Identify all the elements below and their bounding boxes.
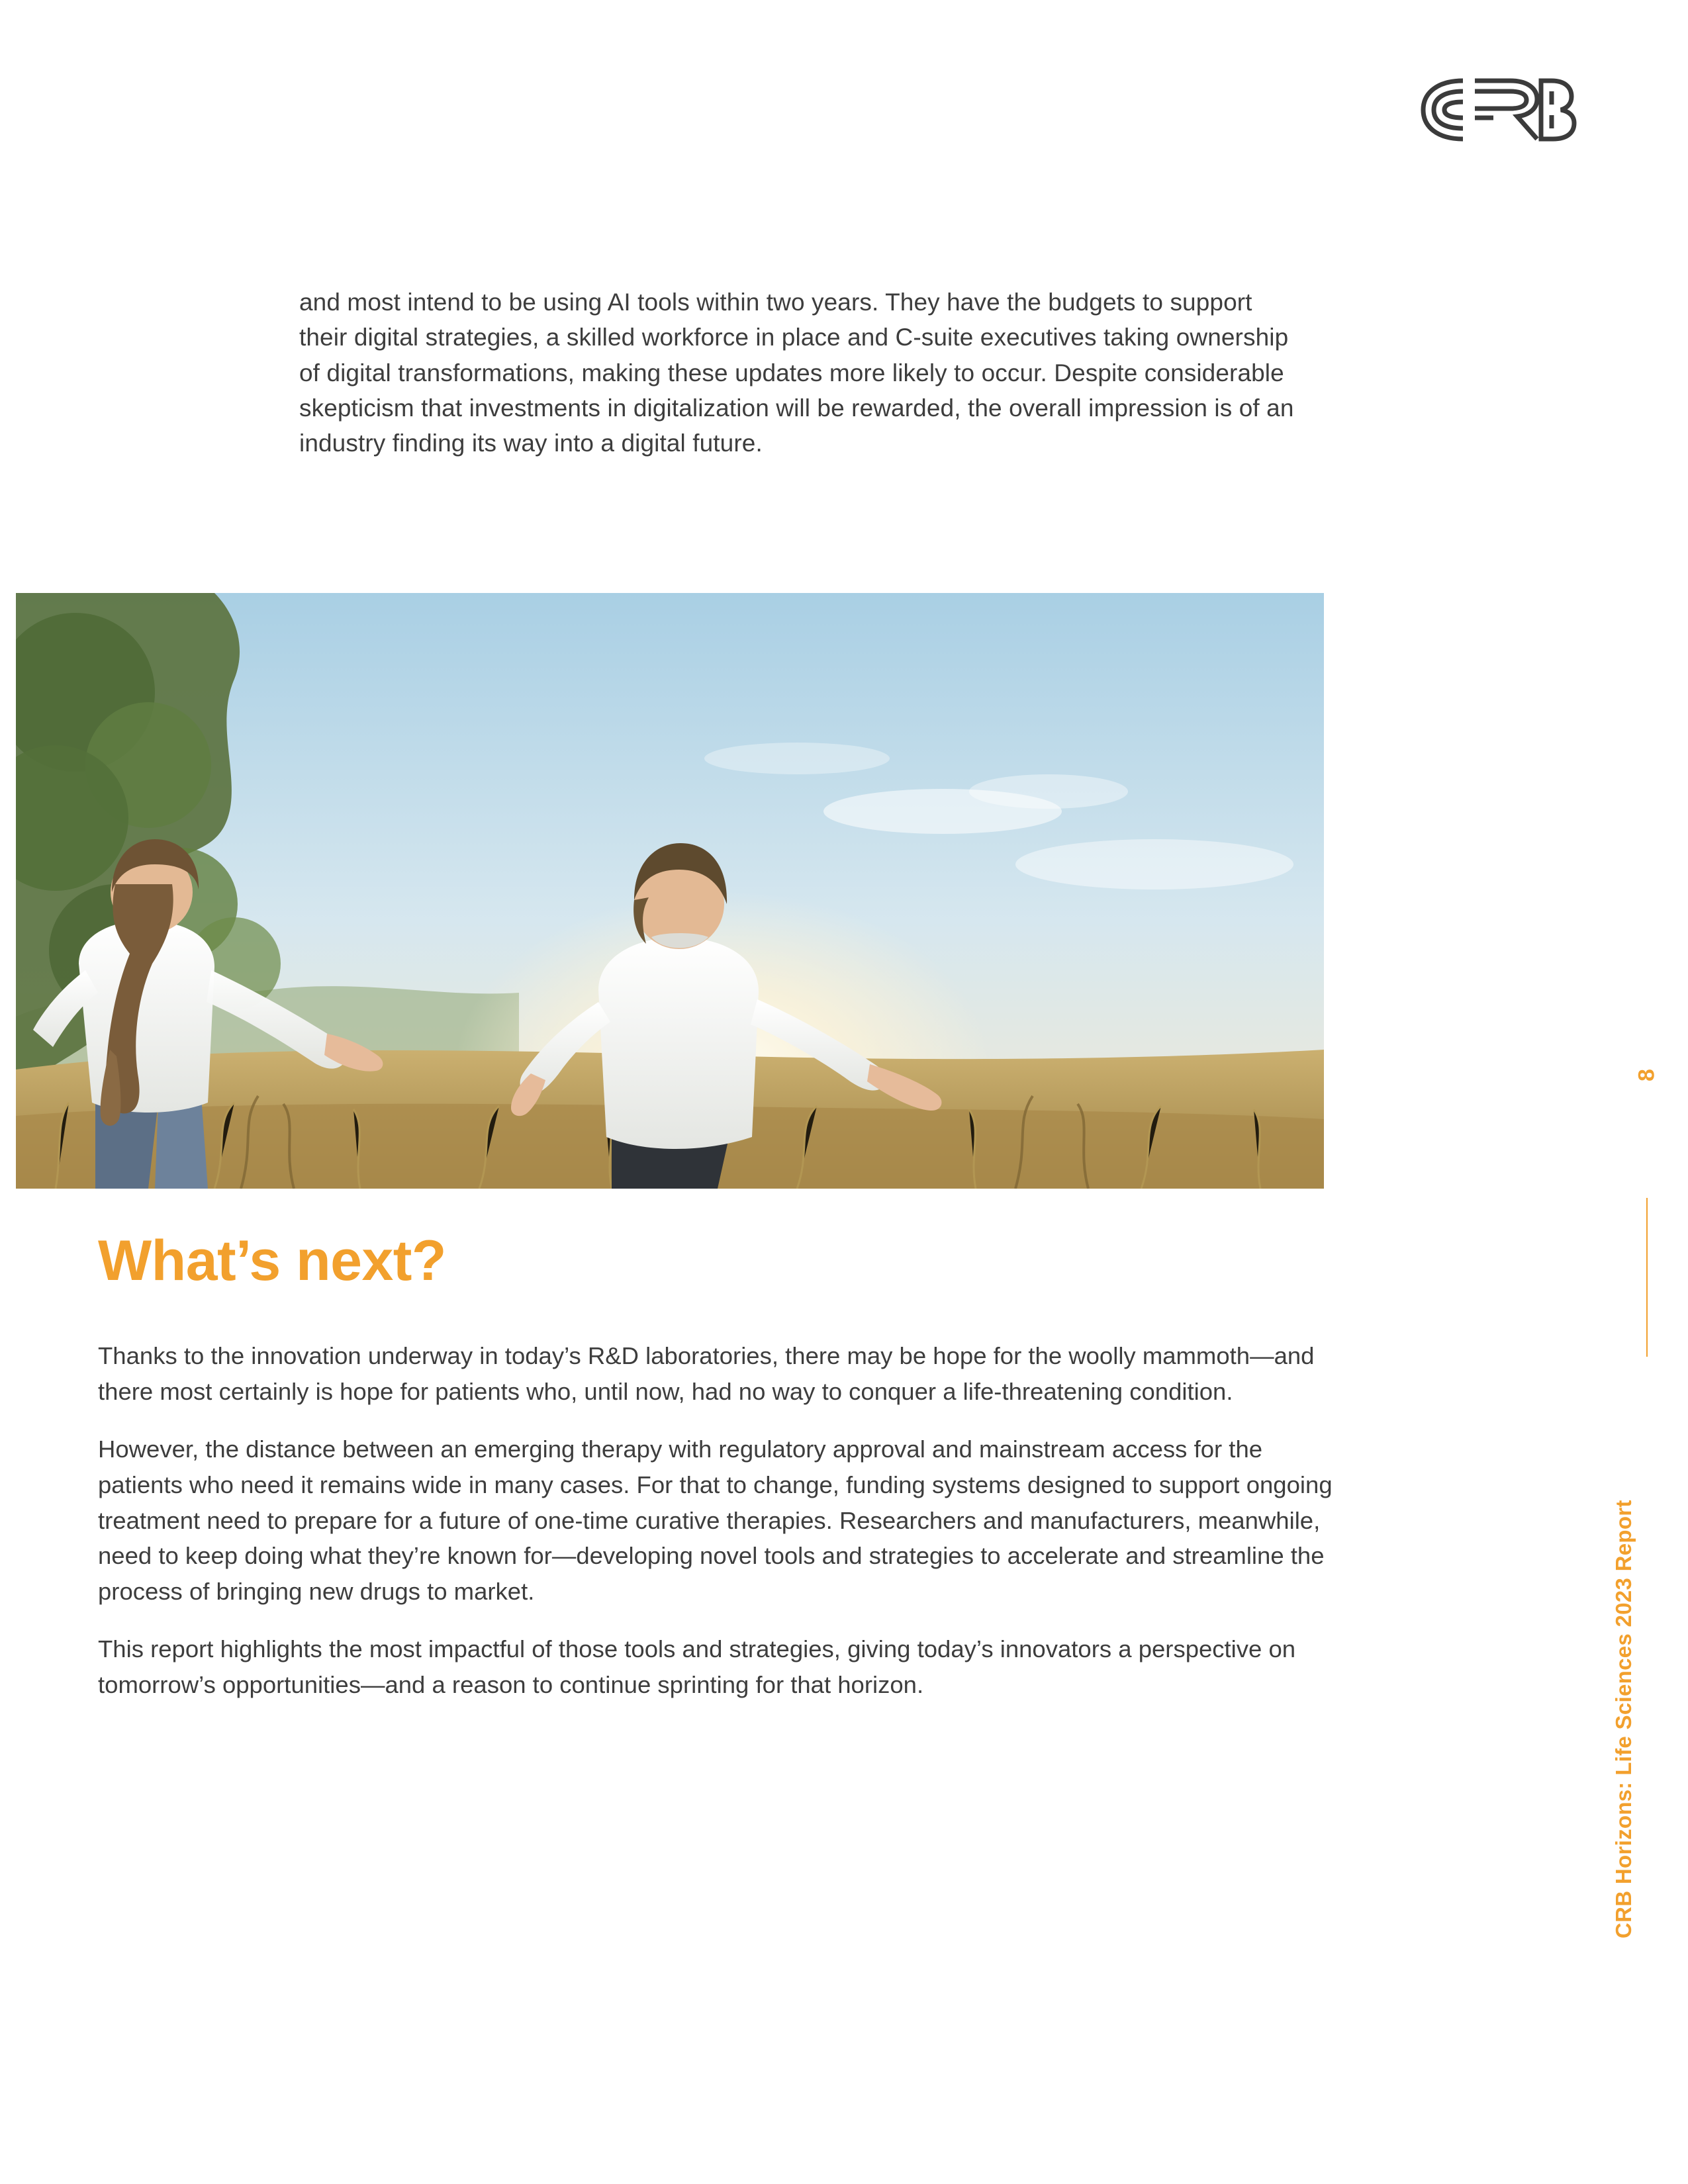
report-title-vertical: CRB Horizons: Life Sciences 2023 Report: [1611, 1500, 1636, 1938]
rail-divider: [1646, 1198, 1648, 1357]
body-paragraph-3: This report highlights the most impactful of those tools and strategies, giving today’s innovators a perspective on tomorrow’s opportunities—and a reason to continue sprinting for that horizon.: [98, 1635, 1296, 1699]
section-heading: What’s next?: [98, 1229, 446, 1293]
section-body: [98, 1338, 1336, 1703]
body-paragraph-2: However, the distance between an emerging therapy with regulatory approval and mainstream access for the patients who need it remains wide in many cases. For that to change, funding systems designed to support ongoing treatment need to prepare for a future of one-time curative therapies. Researchers and manufacturers, meanwhile, need to keep doing what they’re known for—developing novel tools and strategies to accelerate and streamline the process of bringing new drugs to market.: [98, 1435, 1333, 1605]
hero-photo: [16, 593, 1324, 1189]
crb-logo: [1411, 64, 1577, 156]
body-paragraph-1: Thanks to the innovation underway in today’s R&D laboratories, there may be hope for the woolly mammoth—and there most certainly is hope for patients who, until now, had no way to conquer a life-threatening condition.: [98, 1342, 1315, 1405]
intro-paragraph: and most intend to be using AI tools within two years. They have the budgets to support their digital strategies, a skilled workforce in place and C-suite executives taking ownership of digital transformations, making these updates more likely to occur. Despite considerable skepticism that investments in digitalization will be rewarded, the overall impression is of an industry finding its way into a digital future.: [299, 289, 1294, 457]
page-number: 8: [1634, 1069, 1660, 1081]
